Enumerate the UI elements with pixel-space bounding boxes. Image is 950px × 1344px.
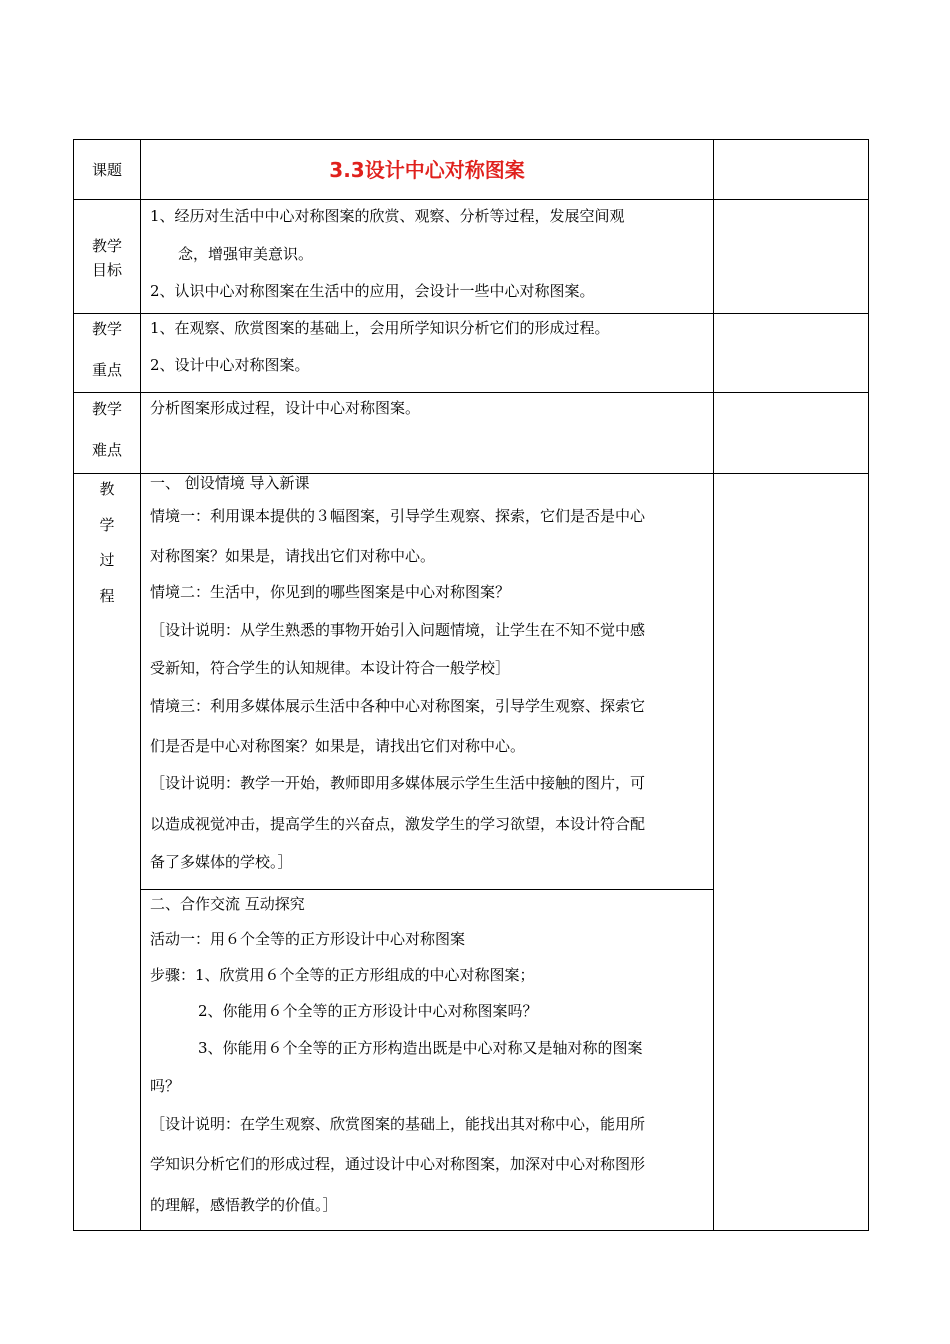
process-line: 步骤：1、欣赏用６个全等的正方形组成的中心对称图案； — [150, 966, 535, 984]
goal-line-1: 1、经历对生活中中心对称图案的欣赏、观察、分析等过程，发展空间观 — [150, 207, 625, 225]
process-line: 学知识分析它们的形成过程，通过设计中心对称图案，加深对中心对称图形 — [150, 1155, 646, 1173]
label-goal-line1: 教学 — [91, 237, 122, 255]
process-line: 受新知，符合学生的认知规律。本设计符合一般学校］ — [150, 659, 511, 677]
label-process-4: 程 — [99, 587, 115, 605]
process-line: 情境三：利用多媒体展示生活中各种中心对称图案，引导学生观察、探索它 — [150, 697, 646, 715]
difficulty-text: 分析图案形成过程，设计中心对称图案。 — [150, 399, 421, 417]
process-line: 备了多媒体的学校。］ — [150, 853, 293, 871]
process-line: 以造成视觉冲击，提高学生的兴奋点，激发学生的学习欲望，本设计符合配 — [150, 815, 646, 833]
goal-line-2: 念，增强审美意识。 — [178, 245, 314, 263]
table-border-left — [73, 139, 74, 1231]
row-divider — [73, 392, 869, 393]
process-line: ［设计说明：教学一开始，教师即用多媒体展示学生生活中接触的图片，可 — [150, 774, 646, 792]
table-border-right — [868, 139, 869, 1231]
process-line: 一、 创设情境 导入新课 — [150, 474, 310, 492]
row-divider — [73, 199, 869, 200]
table-border-bottom — [73, 1230, 869, 1231]
column-divider — [140, 139, 141, 1231]
table-border-top — [73, 139, 869, 140]
process-line: ［设计说明：在学生观察、欣赏图案的基础上，能找出其对称中心，能用所 — [150, 1115, 646, 1133]
label-process-3: 过 — [99, 551, 115, 569]
process-line: 们是否是中心对称图案？如果是，请找出它们对称中心。 — [150, 737, 526, 755]
process-line: 2、你能用６个全等的正方形设计中心对称图案吗？ — [198, 1002, 538, 1020]
lesson-title: 3.3设计中心对称图案 — [329, 158, 525, 182]
process-line: 情境一：利用课本提供的３幅图案，引导学生观察、探索，它们是否是中心 — [150, 507, 646, 525]
label-difficulty-line1: 教学 — [91, 400, 122, 418]
cell-divider — [140, 889, 714, 890]
column-divider — [713, 139, 714, 1231]
label-process-1: 教 — [99, 480, 115, 498]
row-divider — [73, 313, 869, 314]
process-line: 对称图案？如果是，请找出它们对称中心。 — [150, 547, 436, 565]
label-key-line2: 重点 — [91, 361, 122, 379]
goal-line-3: 2、认识中心对称图案在生活中的应用，会设计一些中心对称图案。 — [150, 282, 595, 300]
process-line: 活动一：用６个全等的正方形设计中心对称图案 — [150, 930, 466, 948]
label-topic: 课题 — [91, 161, 122, 179]
key-point-2: 2、设计中心对称图案。 — [150, 356, 310, 374]
key-point-1: 1、在观察、欣赏图案的基础上，会用所学知识分析它们的形成过程。 — [150, 319, 610, 337]
label-difficulty-line2: 难点 — [91, 441, 122, 459]
process-line: 二、合作交流 互动探究 — [150, 895, 305, 913]
process-line: 情境二：生活中，你见到的哪些图案是中心对称图案？ — [150, 583, 511, 601]
label-process-2: 学 — [99, 516, 115, 534]
process-line: ［设计说明：从学生熟悉的事物开始引入问题情境，让学生在不知不觉中感 — [150, 621, 646, 639]
label-key-line1: 教学 — [91, 320, 122, 338]
process-line: 吗？ — [150, 1077, 181, 1095]
label-goal-line2: 目标 — [91, 261, 122, 279]
process-line: 3、你能用６个全等的正方形构造出既是中心对称又是轴对称的图案 — [198, 1039, 643, 1057]
process-line: 的理解，感悟教学的价值。］ — [150, 1196, 338, 1214]
